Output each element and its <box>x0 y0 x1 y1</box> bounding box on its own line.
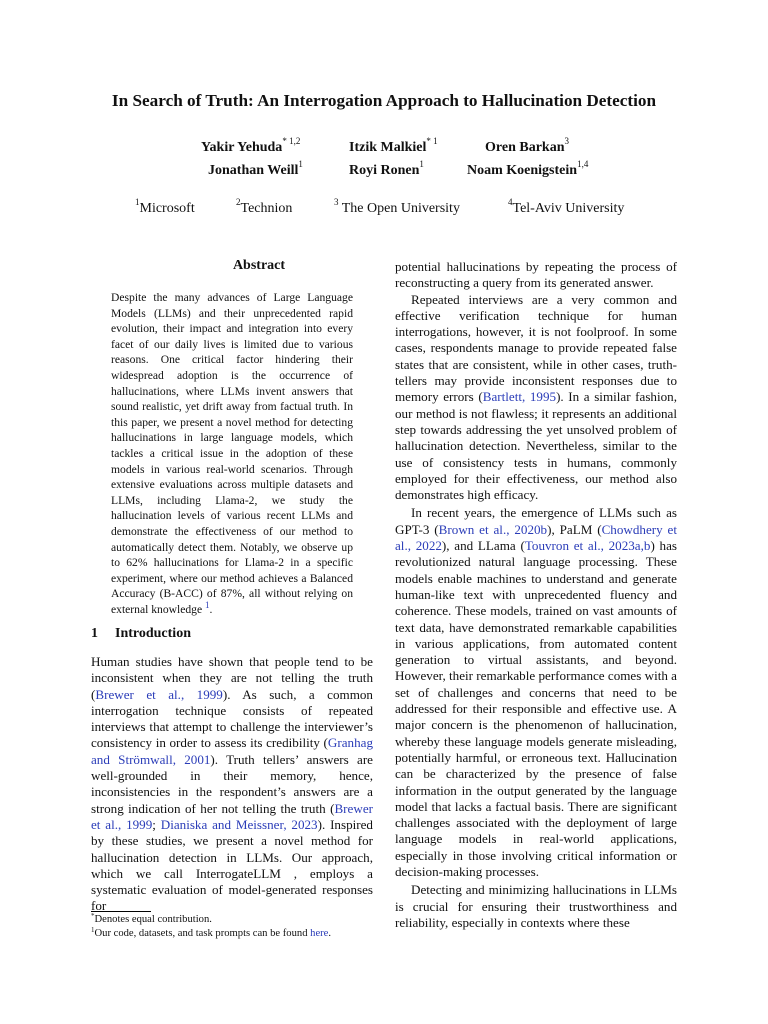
author-4 <box>208 159 303 179</box>
author-sup: * 1,2 <box>282 136 301 146</box>
affil-sup: 2 <box>236 197 241 207</box>
footnote-mark: * <box>91 912 95 920</box>
footnote-mark: 1 <box>91 925 95 934</box>
citation-link[interactable]: Bartlett, 1995 <box>482 389 557 405</box>
paragraph-text: In recent years, the emergence of LLMs such as GPT-3 ( <box>395 505 677 537</box>
footnote-1 <box>91 913 381 927</box>
citation-link[interactable]: Brewer et al., 1999 <box>95 686 223 702</box>
code-link[interactable]: here <box>310 927 329 939</box>
abstract-heading: Abstract <box>232 258 286 273</box>
intro-paragraph <box>91 654 373 915</box>
citation-link[interactable]: Touvron et al., 2023a,b <box>524 538 651 554</box>
abstract-body: Despite the many advances of Large Language Models (LLMs) and their unprecedented rapid evolution, their impact and integration into every facet of our daily lives is limited due to various reasons. One critical factor hindering their widespread adoption is the occurrence of hallucinations, where LLMs invent answers that sound realistic, yet drift away from factual truth. In this paper, we present a novel method for detecting hallucinations in large language models, which tackles a critical issue in the adoption of these models in various real-world scenarios. Through extensive evaluations across multiple datasets and LLMs, including Llama-2, we study the hallucination levels of various recent LLMs and demonstrate the effectiveness of our method to automatically detect them. Notably, we observe up to 62% hallucinations for Llama-2 in a specific experiment, where our method achieves a Balanced Accuracy (B-ACC) of 87%, all without relying on external knowledge <box>111 291 353 616</box>
paragraph-text: ). Truth tellers’ answers are well-grounded in their memory, hence, inconsistencies in the respondent’s answers are a strong indication of her not telling the truth ( <box>91 751 373 816</box>
affil-name: Microsoft <box>139 201 195 216</box>
author-name: Yakir Yehuda <box>201 140 283 155</box>
citation-link[interactable]: Brewer et al., 1999 <box>91 800 373 832</box>
affiliation-1 <box>135 197 195 217</box>
paragraph-text: ). As such, a common interrogation technique consists of repeated interviews that attempt to challenge the interviewer’s consistency in order to assess its credibility ( <box>91 686 373 751</box>
body-paragraph: Detecting and minimizing hallucinations in LLMs is crucial for ensuring their trustworthiness and reliability, especially in contexts where these <box>395 882 677 930</box>
author-name: Royi Ronen <box>349 163 420 178</box>
author-sup: 3 <box>564 136 569 146</box>
paragraph-text: ). Inspired by these studies, we present a novel method for hallucination detection in LLMs. Our approach, which we call InterrogateLLM , employs a systematic evaluation of model-generated responses for <box>91 816 373 914</box>
affil-name: The Open University <box>338 201 460 216</box>
section-title: Introduction <box>115 626 191 641</box>
author-1 <box>201 136 301 156</box>
paragraph-text: ; <box>152 816 161 832</box>
affil-name: Tel-Aviv University <box>512 201 625 216</box>
citation-link[interactable]: Granhag and Strömwall, 2001 <box>91 735 373 767</box>
author-name: Jonathan Weill <box>208 163 299 178</box>
section-number: 1 <box>91 626 98 641</box>
affil-sup: 3 <box>334 197 339 207</box>
paragraph-text: ) has revolutionized natural language processing. These models enable machines to understand and generate human-like text with unprecedented fluency and coherence. These models, trained on vast amounts of text data, have demonstrated remarkable capabilities in various applications, from automated content generation to virtual assistants, and beyond. However, their remarkable performance comes with a set of challenges and concerns that need to be addressed for their responsible and effective use. A major concern is the phenomenon of hallucination, whereby these language models generate misleading, potentially harmful, or erroneous text. Hallucination can be characterized by the presence of false information in the output generated by the language model that lacks a factual basis. There are significant challenges associated with the deployment of large language models in real-world applications, especially in those involving critical information or decision-making processes. <box>395 538 677 879</box>
author-name: Itzik Malkiel <box>349 140 427 155</box>
author-6 <box>467 159 589 179</box>
section-heading <box>91 626 191 642</box>
body-paragraph <box>395 505 677 880</box>
citation-link[interactable]: Dianiska and Meissner, 2023 <box>160 816 318 832</box>
affiliation-4 <box>508 197 625 217</box>
paragraph-text: Repeated interviews are a very common and effective verification technique for human interrogations, however, it is not foolproof. In some cases, respondents manage to provide repeated false states that are consistent, while in other cases, truth-tellers may provide inconsistent responses due to memory errors ( <box>395 291 677 405</box>
footnote-rule <box>91 911 151 912</box>
author-5 <box>349 159 424 179</box>
paragraph-text: ), PaLM ( <box>547 521 602 537</box>
author-name: Oren Barkan <box>485 140 565 155</box>
affil-name: Technion <box>240 201 293 216</box>
footnote-text: Denotes equal contribution. <box>94 914 212 925</box>
footnote-2 <box>91 927 381 941</box>
author-2 <box>349 136 438 156</box>
paragraph-text: ), and LLama ( <box>441 538 525 554</box>
author-sup: 1 <box>419 159 424 169</box>
abstract-text: Despite the many advances of Large Language Models (LLMs) and their unprecedented rapid evolution, their impact and integration into every facet of our daily lives is limited due to various reasons. One critical factor hindering their widespread adoption is the occurrence of hallucinations, where LLMs invent answers that sound realistic, yet drift away from factual truth. In this paper, we present a novel method for detecting hallucinations in large language models, which tackles a critical issue in the adoption of these models in various real-world scenarios. Through extensive evaluations across multiple datasets and LLMs, including Llama-2, we study the hallucination levels of various recent LLMs and demonstrate the effectiveness of our method to automatically detect them. Notably, we observe up to 62% hallucinations for Llama-2 in a specific experiment, where our method achieves a Balanced Accuracy (B-ACC) of 87%, all without relying on external knowledge $^1$. <box>111 291 353 616</box>
paragraph-text: Human studies have shown that people tend to be inconsistent when they are not telling the truth ( <box>91 654 373 702</box>
author-name: Noam Koenigstein <box>467 163 578 178</box>
left-column <box>91 654 373 915</box>
footnote-link[interactable]: 1 <box>205 599 210 610</box>
affiliation-2 <box>236 197 293 217</box>
footnote-end: . <box>328 927 332 939</box>
continued-paragraph: potential hallucinations by repeating the process of reconstructing a query from its generated answer. <box>395 259 677 291</box>
right-column <box>395 259 677 931</box>
paper-title: In Search of Truth: An Interrogation Approach to Hallucination Detection <box>111 91 657 110</box>
author-sup: * 1 <box>426 136 438 146</box>
footnote-text: Our code, datasets, and task prompts can be found <box>94 927 311 939</box>
affil-sup: 4 <box>508 197 513 207</box>
body-paragraph <box>395 292 677 504</box>
paragraph-text: ). In a similar fashion, our method is not flawless; it represents an additional step towards addressing the yet unsolved problem of hallucination detection. Nevertheless, similar to the use of consistency tests in humans, commonly employed for their effectiveness, our method also demonstrates high efficacy. <box>395 389 677 503</box>
footnotes <box>91 913 381 940</box>
affil-sup: 1 <box>135 197 140 207</box>
author-sup: 1 <box>298 159 303 169</box>
affiliation-3 <box>334 197 460 217</box>
citation-link[interactable]: Brown et al., 2020b <box>438 521 548 537</box>
author-3 <box>485 136 569 156</box>
citation-link[interactable]: Chowdhery et al., 2022 <box>395 521 677 554</box>
author-sup: 1,4 <box>577 159 589 169</box>
